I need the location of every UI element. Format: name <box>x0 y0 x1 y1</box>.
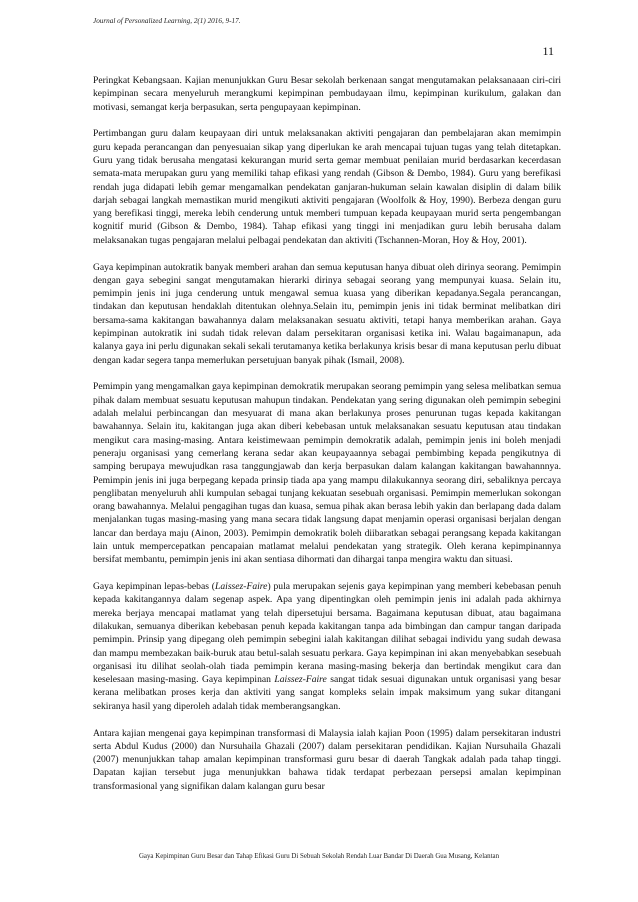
italic-term: Laissez-Faire <box>215 581 268 593</box>
page-number: 11 <box>542 44 554 58</box>
paragraph: Peringkat Kebangsaan. Kajian menunjukkan Guru Besar sekolah berkenaan sangat mengutamakan pelaksanaaan ciri-ciri kepimpinan secara menyeluruh merangkumi kepimpinan pembudayaan ilmu, kepimpinan kurikulum, galakan dan motivasi, semangat kerja berpasukan, serta pengupayaan kepimpinan. <box>93 75 561 113</box>
running-footer: Gaya Kepimpinan Guru Besar dan Tahap Efikasi Guru Di Sebuah Sekolah Rendah Luar Bandar Di Daerah Gua Musang, Kelantan <box>138 853 500 860</box>
paragraph: Pertimbangan guru dalam keupayaan diri untuk melaksanakan aktiviti pengajaran dan pembelajaran akan memimpin guru kepada perancangan dan penyesuaian sikap yang diperlukan ke arah mencapai tujuan tugas yang telah ditetapkan. Guru yang tidak berusaha mengatasi kekurangan murid serta gemar membuat penilaian murid berdasarkan kecerdasan semata-mata merupakan guru yang memiliki tahap efikasi yang rendah (Gibson & Dembo, 1984). Guru yang berefikasi rendah juga didapati lebih gemar mengamalkan pendekatan ganjaran-hukuman selain kawalan disiplin di dalam bilik darjah sebagai langkah memastikan murid mengikuti aktiviti pengajaran (Woolfolk & Hoy, 1990). Berbeza dengan guru yang berefikasi tinggi, mereka lebih cenderung untuk memberi tumpuan kepada keupayaan murid serta pengembangan kognitif murid (Gibson & Dembo, 1984). Tahap efikasi yang tinggi ini menjadikan guru lebih berusaha dalam melaksanakan tugas pengajaran melalui pelbagai pendekatan dan aktiviti (Tschannen-Moran, Hoy & Hoy, 2001). <box>93 128 561 246</box>
body-text <box>93 74 561 807</box>
paragraph: Gaya kepimpinan lepas-bebas (Laissez-Faire) pula merupakan sejenis gaya kepimpinan yang memberi kebebasan penuh kepada kakitangannya dalam segenap aspek. Apa yang dipentingkan oleh pemimpin jenis ini adalah pada akhirnya mereka berjaya mencapai matlamat yang telah dipersetujui bersama. Bagaimana keputusan dibuat, atau bagaimana dilakukan, semuanya diberikan kebebasan penuh kepada kakitangan tanpa ada bimbingan dan campur tangan daripada pemimpin. Prinsip yang dipegang oleh pemimpin sebegini ialah kakitangan dilihat sebagai individu yang sudah dewasa dan mampu membezakan baik-buruk atau betul-salah sesuatu perkara. Gaya kepimpinan ini akan menyebabkan sesebuah organisasi itu dilihat seolah-olah tiada pemimpin kerana masing-masing bekerja dan bertindak mengikut cara dan keselesaan masing-masing. Gaya kepimpinan Laissez-Faire sangat tidak sesuai digunakan untuk organisasi yang besar kerana melibatkan proses kerja dan aktiviti yang sangat kompleks selain impak maksimum yang sukar ditangani sekiranya hasil yang diperoleh adalah tidak memberangsangkan. <box>93 581 561 712</box>
paragraph: Antara kajian mengenai gaya kepimpinan transformasi di Malaysia ialah kajian Poon (1995) dalam persekitaran industri serta Abdul Kudus (2000) dan Nursuhaila Ghazali (2007) dalam persekitaran pendidikan. Kajian Nursuhaila Ghazali (2007) menunjukkan tahap amalan kepimpinan transformasi guru besar di daerah Tangkak adalah pada tahap tinggi. Dapatan kajian tersebut juga menunjukkan bahawa tidak terdapat perbezaan persepsi amalan kepimpinan transformasional yang signifikan dalam kalangan guru besar <box>93 727 561 792</box>
paragraph: Gaya kepimpinan autokratik banyak memberi arahan dan semua keputusan hanya dibuat oleh dirinya seorang. Pemimpin dengan gaya sebegini sangat mengutamakan hierarki dirinya sebagai seorang yang mempunyai kuasa. Selain itu, pemimpin jenis ini juga cenderung untuk mengawal semua kuasa yang diberikan kepadanya.Segala perancangan, tindakan dan keputusan hendaklah ditentukan olehnya.Selain itu, pemimpin jenis ini tidak berminat melibatkan diri bersama-sama kakitangan bawahannya dalam melaksanakan sesuatu aktiviti, tetapi hanya memberikan arahan. Gaya kepimpinan autokratik ini sudah tidak relevan dalam persekitaran organisasi ketika ini. Walau bagaimanapun, ada kalanya gaya ini perlu digunakan sekali sekali terutamanya ketika berlakunya krisis besar di mana keputusan perlu dibuat dengan kadar segera tanpa memerlukan persetujuan banyak pihak (Ismail, 2008). <box>93 261 561 366</box>
paragraph: Pemimpin yang mengamalkan gaya kepimpinan demokratik merupakan seorang pemimpin yang selesa melibatkan semua pihak dalam membuat sesuatu keputusan mahupun tindakan. Pendekatan yang sering digunakan oleh pemimpin sebegini adalah melalui perbincangan dan mesyuarat di mana akan berlakunya proses penurunan tugas kepada kakitangan bawahannya. Selain itu, kakitangan juga akan diberi kebebasan untuk melaksanakan sesuatu keputusan atau tindakan mengikut cara masing-masing. Antara keistimewaan pemimpin demokratik adalah, pemimpin jenis ini boleh menjadi peneraju organisasi yang cemerlang kerana sedar akan keupayaannya sebagai pembimbing kepada pengikutnya di samping berupaya mewujudkan rasa tanggungjawab dan kerja berpasukan dalam kalangan kakitangan bawahannnya. Pemimpin jenis ini juga berpegang kepada prinsip tiada apa yang mampu dilakukannya seorang diri, sebaliknya percaya penglibatan menyeluruh ahli kumpulan sebagai tunjang kekuatan sesebuah organisasi. Pemimpin memerlukan sokongan orang bawahannya. Melalui pengagihan tugas dan kuasa, semua pihak akan berasa lebih yakin dan berlapang dada dalam menjalankan tugas masing-masing yang mana secara tidak langsung dapat menjamin operasi organisasi berjalan dengan lancar dan berdaya maju (Ainon, 2003). Pemimpin demokratik boleh diibaratkan sebagai perangsang kepada kakitangan lain untuk mempercepatkan pencapaian matlamat melalui pendekatan yang strategik. Oleh kerana kepimpinannya bersifat membantu, pemimpin jenis ini akan sentiasa dihormati dan dihargai tanpa mengira waktu dan situasi. <box>93 381 561 566</box>
italic-term: Laissez-Faire <box>274 674 327 686</box>
journal-citation: Journal of Personalized Learning, 2(1) 2016, 9-17. <box>93 17 241 25</box>
